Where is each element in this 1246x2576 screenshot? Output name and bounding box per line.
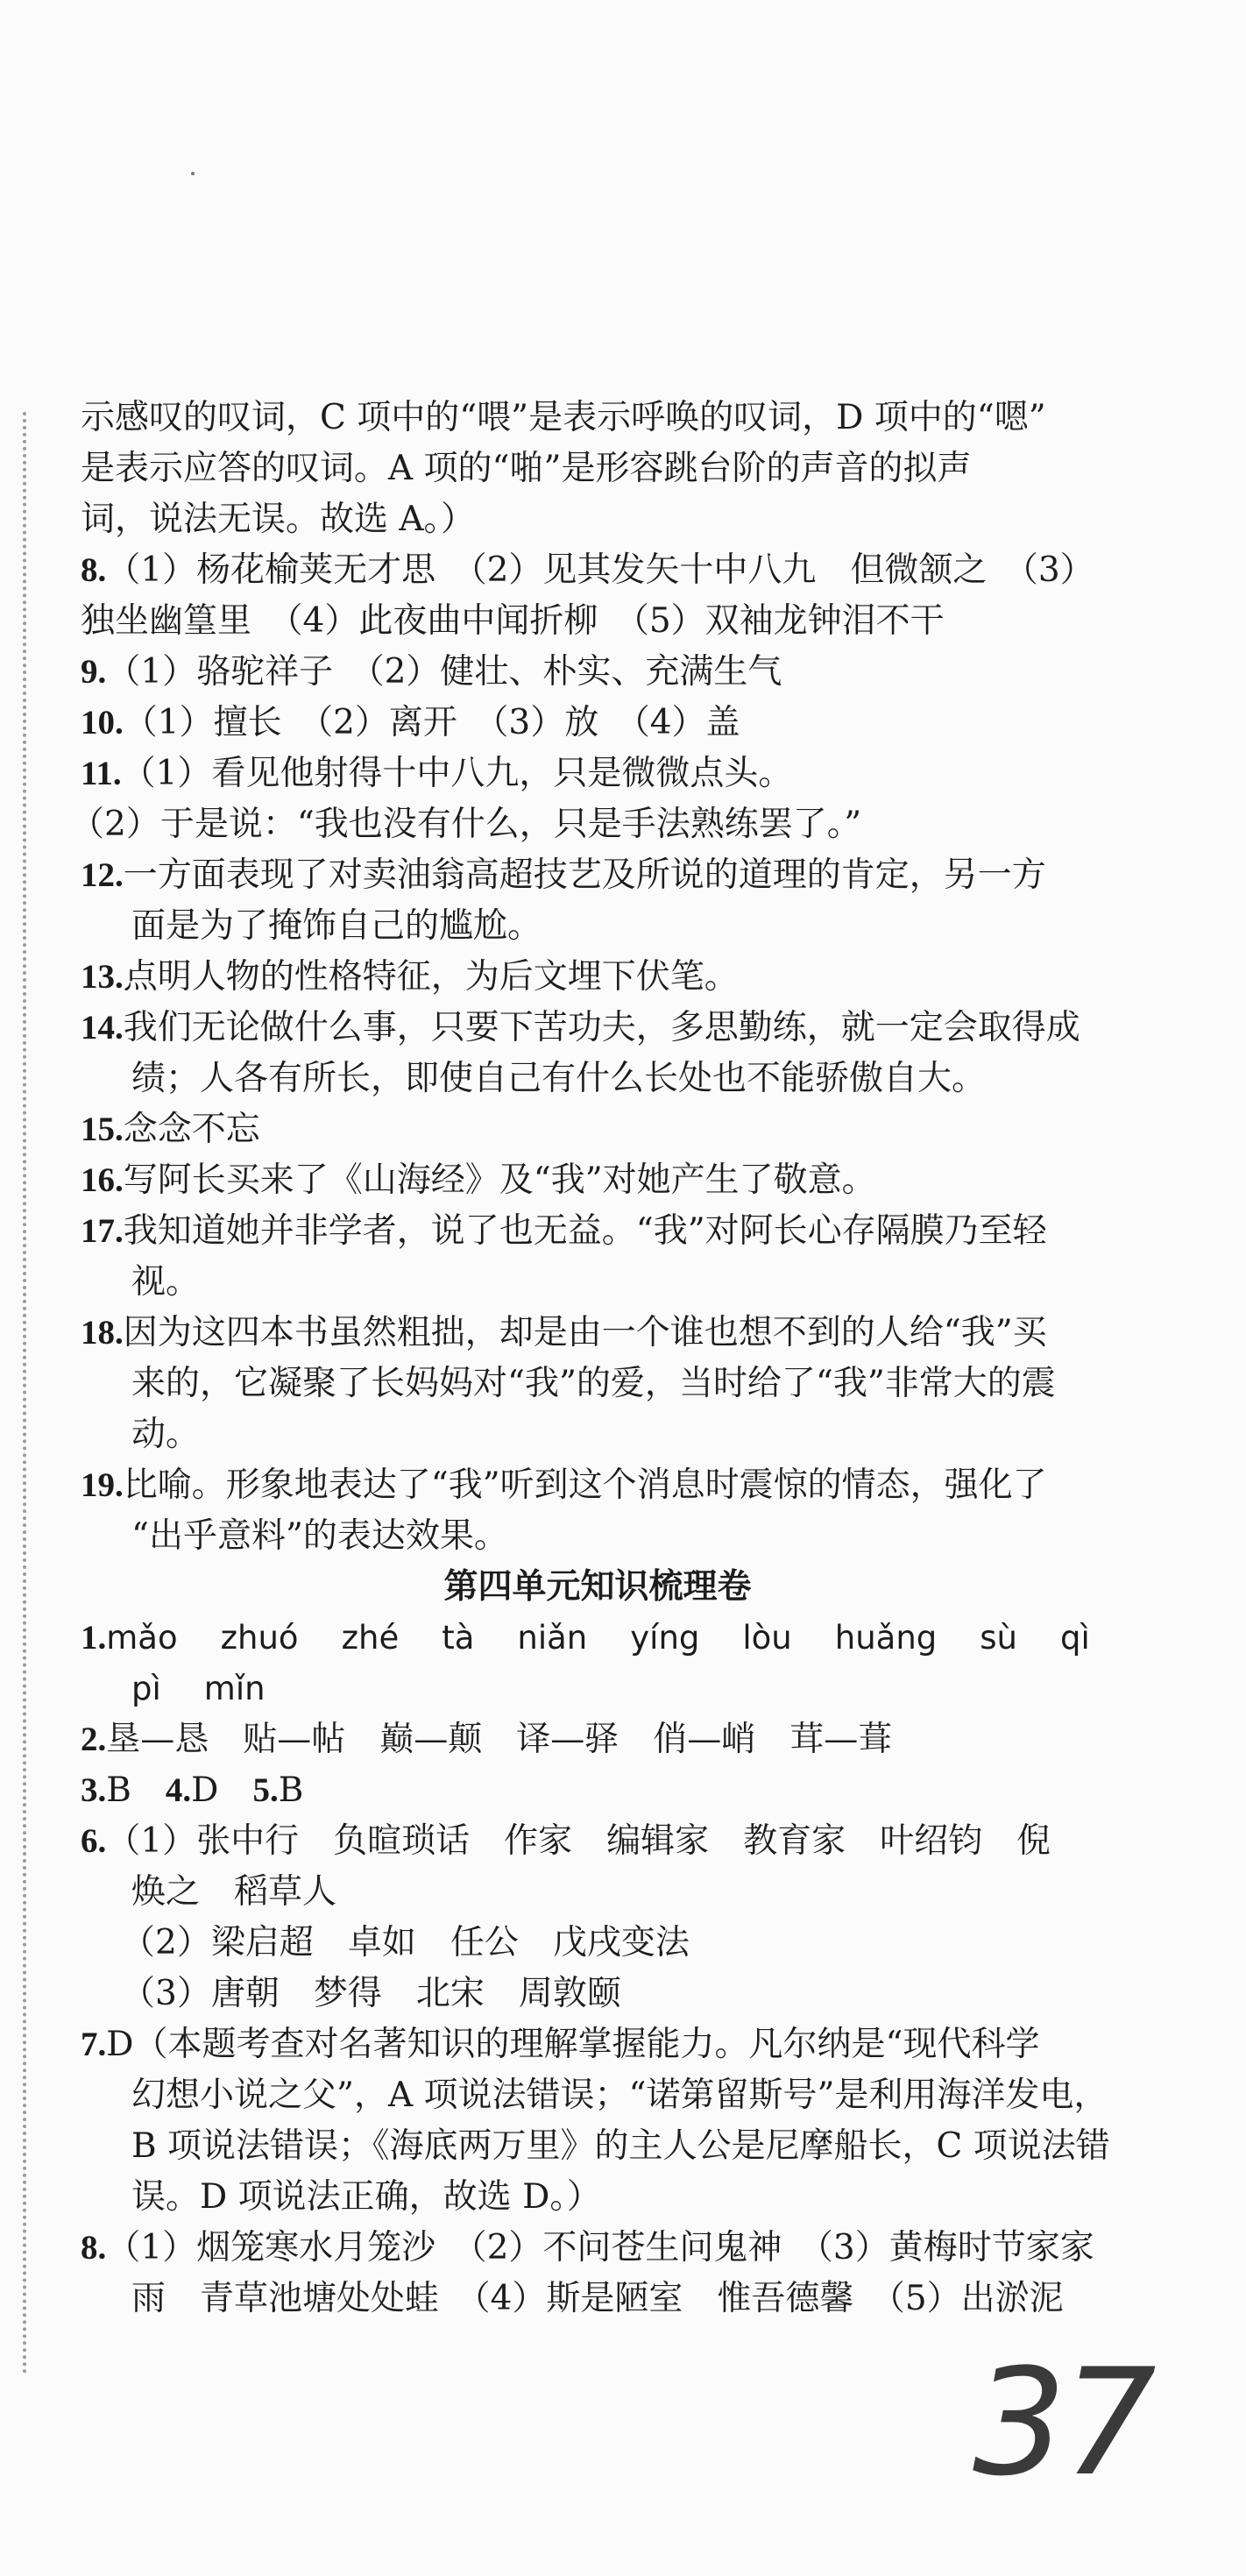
answer-8b [81, 2223, 1115, 2274]
answer-10 [81, 698, 1115, 749]
answer-16 [81, 1155, 1115, 1206]
answer-1-pinyin [81, 1613, 1115, 1664]
item-number: 6. [81, 1822, 107, 1860]
pinyin: zhé [341, 1619, 400, 1657]
answer-text: B [278, 1771, 304, 1810]
answer-text: 垦—恳 贴—帖 巅—颠 译—驿 俏—峭 茸—葺 [106, 1720, 893, 1759]
item-number: 14. [81, 1009, 124, 1047]
answer-text: （1）看见他射得十中八九，只是微微点头。 [121, 754, 793, 793]
answer-14 [81, 1003, 1115, 1054]
answer-text: 我知道她并非学者，说了也无益。“我”对阿长心存隔膜乃至轻 [123, 1211, 1047, 1251]
answer-6-cont: 焕之 稻草人 [131, 1872, 337, 1912]
answer-6-cont: （3）唐朝 梦得 北宋 周敦颐 [121, 1974, 621, 2013]
item-number: 8. [81, 2229, 107, 2267]
pinyin: tà [442, 1619, 475, 1657]
pinyin: yíng [630, 1619, 700, 1657]
item-number: 17. [81, 1212, 124, 1250]
item-number: 8. [81, 551, 107, 589]
item-number: 10. [81, 704, 124, 742]
pinyin: zhuó [220, 1619, 299, 1657]
pinyin: pì [131, 1670, 161, 1707]
answer-text: 我们无论做什么事，只要下苦功夫，多思勤练，就一定会取得成 [123, 1008, 1080, 1047]
print-speck [191, 172, 195, 175]
answer-text: （1）杨花榆荚无才思 （2）见其发矢十中八九 但微颔之 （3） [106, 550, 1094, 590]
pinyin-row [106, 1619, 1090, 1657]
answer-text: （1）骆驼祥子 （2）健壮、朴实、充满生气 [106, 652, 782, 692]
item-number: 11. [81, 755, 122, 792]
answer-text: 写阿长买来了《山海经》及“我”对她产生了敬意。 [123, 1160, 876, 1200]
answer-8 [81, 545, 1115, 596]
text-line: 示感叹的叹词，C 项中的“喂”是表示呼唤的叹词，D 项中的“嗯” [81, 398, 1046, 437]
pinyin: sù [980, 1619, 1018, 1657]
item-number: 12. [81, 856, 124, 894]
answer-6-cont: （2）梁启超 卓如 任公 戊戌变法 [121, 1923, 690, 1962]
answer-text: B [106, 1771, 166, 1810]
pinyin: lòu [742, 1619, 792, 1657]
answer-text: D [191, 1771, 253, 1810]
pinyin: qì [1060, 1619, 1090, 1657]
item-number: 5. [252, 1771, 279, 1809]
pinyin: mǐn [203, 1670, 265, 1707]
pinyin: mǎo [106, 1619, 178, 1657]
answer-text: D（本题考查对名著知识的理解掌握能力。凡尔纳是“现代科学 [106, 2025, 1040, 2064]
pinyin: niǎn [517, 1619, 588, 1657]
item-number: 4. [165, 1771, 192, 1809]
answer-text: （1）烟笼寒水月笼沙 （2）不问苍生问鬼神 （3）黄梅时节家家 [106, 2228, 1094, 2267]
answer-15 [81, 1104, 1115, 1155]
page-number: 37 [973, 2337, 1153, 2509]
answer-text: （1）擅长 （2）离开 （3）放 （4）盖 [123, 703, 740, 742]
item-number: 19. [81, 1466, 124, 1504]
item-number: 7. [81, 2026, 107, 2063]
answer-18-cont: 动。 [131, 1415, 201, 1454]
pinyin-row-2 [81, 1664, 1115, 1714]
item-number: 13. [81, 958, 124, 996]
item-number: 3. [81, 1771, 107, 1809]
answer-text: 比喻。形象地表达了“我”听到这个消息时震惊的情态，强化了 [123, 1465, 1047, 1505]
answer-11-cont: （2）于是说：“我也没有什么，只是手法熟练罢了。” [70, 805, 862, 844]
item-number: 2. [81, 1721, 107, 1758]
answer-18-cont: 来的，它凝聚了长妈妈对“我”的爱，当时给了“我”非常大的震 [131, 1364, 1056, 1403]
answer-7 [81, 2019, 1115, 2070]
answer-6 [81, 1816, 1115, 1867]
answer-13 [81, 952, 1115, 1003]
answer-7-cont: 误。D 项说法正确，故选 D。） [131, 2177, 601, 2217]
text-line: 词，说法无误。故选 A。） [81, 500, 476, 539]
answer-text: 念念不忘 [123, 1110, 260, 1149]
answer-content [70, 393, 1115, 2324]
answer-14-cont: 绩；人各有所长，即使自己有什么长处也不能骄傲自大。 [131, 1059, 987, 1098]
answer-text: 点明人物的性格特征，为后文埋下伏笔。 [123, 957, 739, 997]
item-number: 9. [81, 653, 107, 691]
answer-17-cont: 视。 [131, 1262, 201, 1302]
answer-19-cont: “出乎意料”的表达效果。 [131, 1516, 508, 1556]
binding-margin-line [23, 412, 26, 2375]
item-number: 15. [81, 1111, 124, 1148]
answer-7-cont: 幻想小说之父”，A 项说法错误；“诺第留斯号”是利用海洋发电， [131, 2076, 1108, 2115]
answer-11 [81, 749, 1115, 799]
answer-17 [81, 1206, 1115, 1257]
section-title: 第四单元知识梳理卷 [443, 1567, 752, 1607]
answer-3-5 [81, 1765, 1115, 1816]
item-number: 18. [81, 1314, 124, 1352]
answer-text: 因为这四本书虽然粗拙，却是由一个谁也想不到的人给“我”买 [123, 1313, 1047, 1352]
answer-text: （1）张中行 负暄琐话 作家 编辑家 教育家 叶绍钧 倪 [106, 1821, 1051, 1861]
answer-19 [81, 1460, 1115, 1511]
item-number: 16. [81, 1161, 124, 1199]
answer-9 [81, 647, 1115, 698]
answer-8b-cont: 雨 青草池塘处处蛙 （4）斯是陋室 惟吾德馨 （5）出淤泥 [131, 2279, 1064, 2318]
answer-8-cont: 独坐幽篁里 （4）此夜曲中闻折柳 （5）双袖龙钟泪不干 [81, 601, 945, 641]
answer-text: 一方面表现了对卖油翁高超技艺及所说的道理的肯定，另一方 [123, 855, 1046, 895]
answer-12-cont: 面是为了掩饰自己的尴尬。 [131, 906, 542, 946]
pinyin: huǎng [834, 1619, 938, 1657]
text-line: 是表示应答的叹词。A 项的“啪”是形容跳台阶的声音的拟声 [81, 449, 972, 488]
answer-12 [81, 850, 1115, 901]
item-number: 1. [81, 1619, 107, 1657]
answer-7-cont: B 项说法错误；《海底两万里》的主人公是尼摩船长，C 项说法错 [131, 2126, 1110, 2166]
answer-18 [81, 1308, 1115, 1359]
answer-2 [81, 1714, 1115, 1765]
